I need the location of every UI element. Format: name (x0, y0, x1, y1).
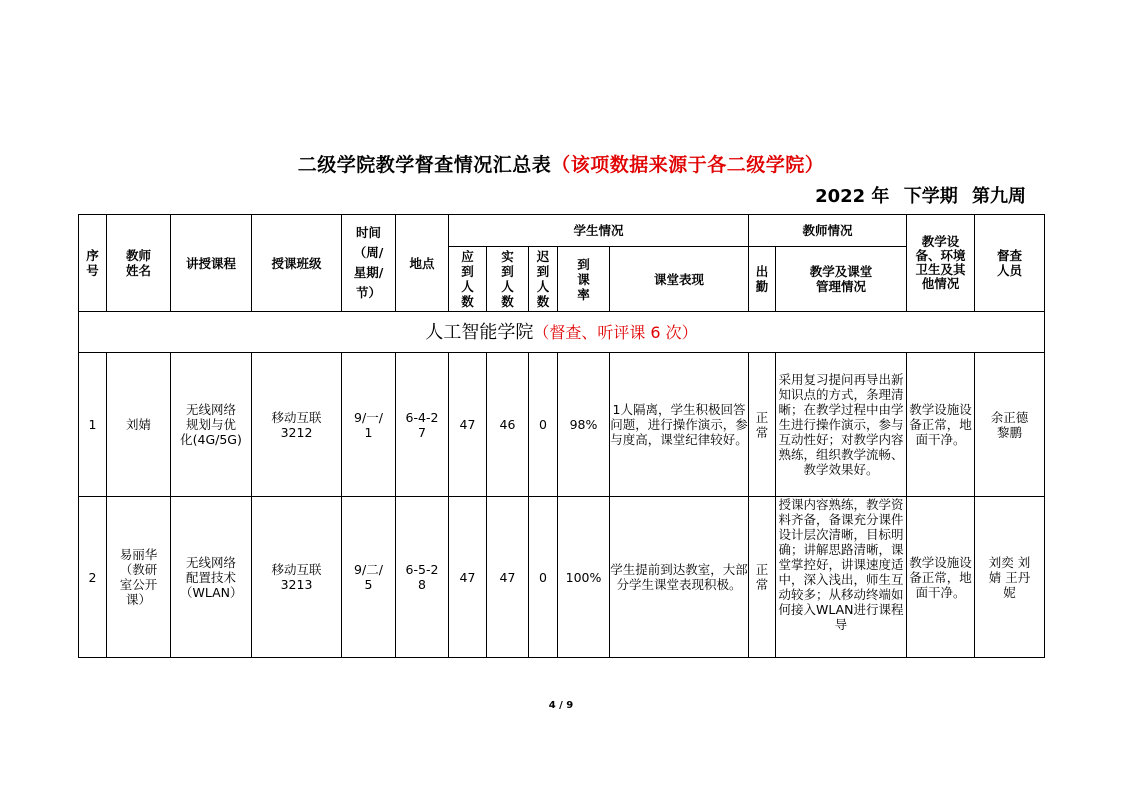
row-performance: 学生提前到达教室，大部分学生课堂表现积极。 (610, 497, 749, 658)
table-row (79, 353, 1045, 497)
header-performance: 课堂表现 (610, 247, 749, 312)
row-seq: 2 (79, 497, 107, 658)
row-actual: 46 (487, 353, 529, 497)
row-rate: 100% (558, 497, 610, 658)
row-inspectors: 刘奕 刘婧 王丹妮 (975, 497, 1045, 658)
row-late: 0 (529, 497, 558, 658)
row-class: 移动互联3212 (252, 353, 342, 497)
row-teacher: 易丽华（教研室公开课） (107, 497, 171, 658)
row-course: 无线网络规划与优化(4G/5G) (171, 353, 252, 497)
table-row (79, 497, 1045, 658)
period-week: 第九周 (972, 186, 1026, 207)
period-line (807, 182, 1026, 208)
period-term: 下学期 (903, 186, 958, 207)
title-main: 二级学院教学督查情况汇总表 (297, 154, 552, 176)
title-note: （该项数据来源于各二级学院） (551, 154, 825, 176)
header-expected: 应到人数 (449, 247, 487, 312)
header-teacher: 教师姓名 (107, 215, 171, 312)
row-rate: 98% (558, 353, 610, 497)
section-note: （督查、听评课 6 次） (533, 322, 698, 342)
row-attendance: 正常 (749, 353, 776, 497)
row-course: 无线网络配置技术（WLAN） (171, 497, 252, 658)
row-expected: 47 (449, 353, 487, 497)
row-time: 9/一/1 (342, 353, 396, 497)
inspection-table (78, 214, 1045, 658)
section-row (79, 312, 1045, 353)
row-teacher: 刘婧 (107, 353, 171, 497)
row-place: 6-5-28 (396, 497, 449, 658)
row-inspectors: 余正德 黎鹏 (975, 353, 1045, 497)
header-time: 时间（周/星期/节） (342, 215, 396, 312)
page-number: 4 / 9 (548, 700, 574, 711)
row-place: 6-4-27 (396, 353, 449, 497)
header-late: 迟到人数 (529, 247, 558, 312)
header-inspectors: 督查人员 (975, 215, 1045, 312)
header-management: 教学及课堂管理情况 (776, 247, 907, 312)
header-seq: 序号 (79, 215, 107, 312)
row-performance: 1人隔离，学生积极回答问题，进行操作演示，参与度高，课堂纪律较好。 (610, 353, 749, 497)
header-facilities: 教学设备、环境卫生及其他情况 (907, 215, 975, 312)
header-attendance: 出勤 (749, 247, 776, 312)
row-seq: 1 (79, 353, 107, 497)
header-actual: 实到人数 (487, 247, 529, 312)
row-expected: 47 (449, 497, 487, 658)
row-late: 0 (529, 353, 558, 497)
header-student-group: 学生情况 (449, 215, 749, 247)
header-teacher-group: 教师情况 (749, 215, 907, 247)
row-attendance: 正常 (749, 497, 776, 658)
row-facilities: 教学设施设备正常，地面干净。 (907, 353, 975, 497)
header-rate: 到课率 (558, 247, 610, 312)
period-year: 2022 年 (815, 186, 890, 207)
header-place: 地点 (396, 215, 449, 312)
row-management: 采用复习提问再导出新知识点的方式，条理清晰；在教学过程中由学生进行操作演示，参与互动性好；对教学内容熟练，组织教学流畅、教学效果好。 (776, 353, 907, 497)
header-class: 授课班级 (252, 215, 342, 312)
row-class: 移动互联3213 (252, 497, 342, 658)
row-facilities: 教学设施设备正常，地面干净。 (907, 497, 975, 658)
page-title (0, 150, 1122, 177)
row-time: 9/二/5 (342, 497, 396, 658)
header-course: 讲授课程 (171, 215, 252, 312)
row-management: 授课内容熟练，教学资料齐备，备课充分课件设计层次清晰，目标明确；讲解思路清晰，课堂掌控好，讲课速度适中，深入浅出，师生互动较多；从移动终端如何接入WLAN进行课程导 (776, 497, 907, 658)
row-actual: 47 (487, 497, 529, 658)
section-name: 人工智能学院 (425, 321, 534, 343)
